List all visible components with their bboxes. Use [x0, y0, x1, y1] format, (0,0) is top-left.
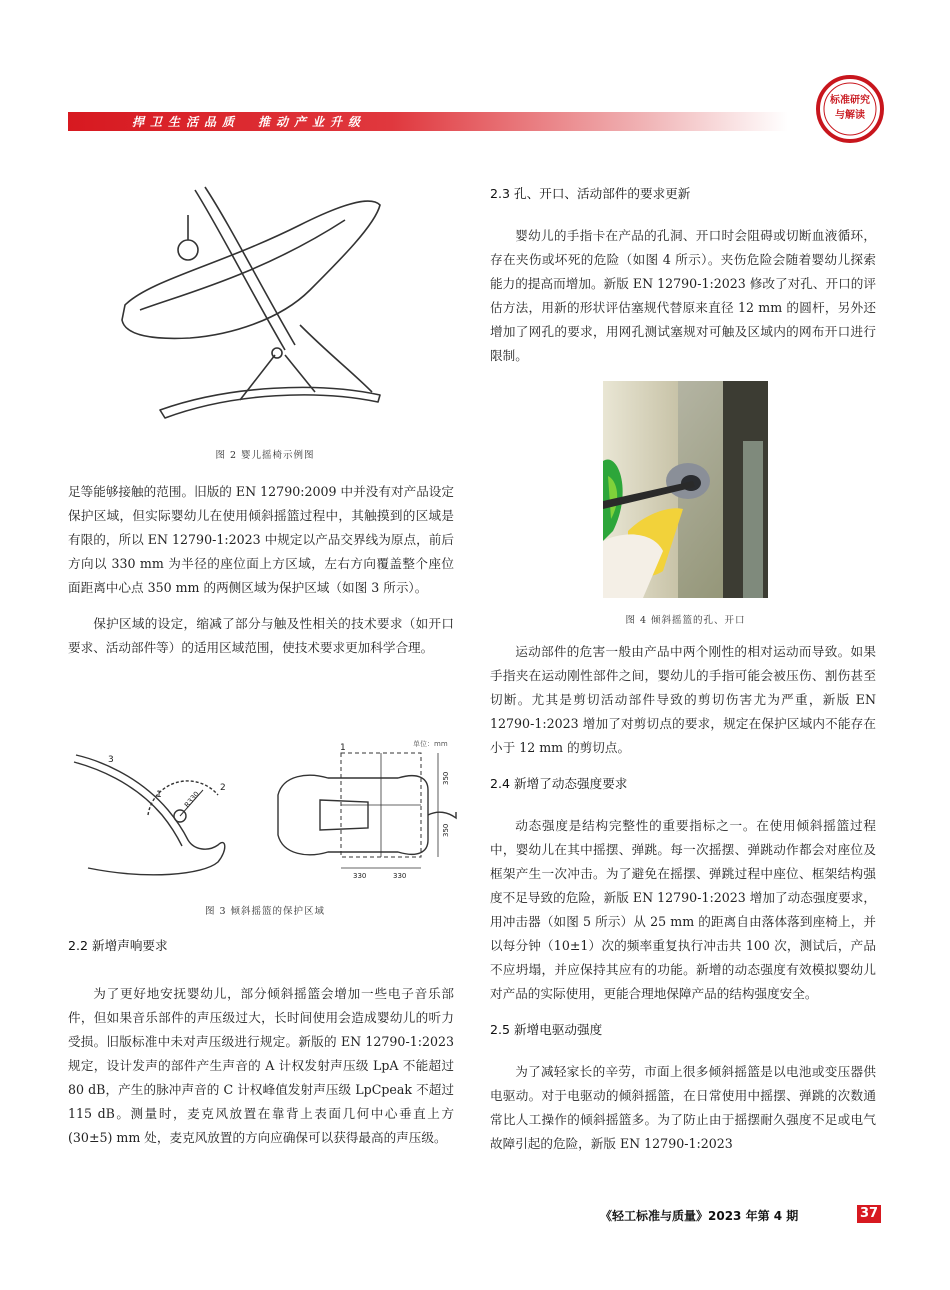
fig3-label-2: 2 [220, 783, 226, 793]
fig3-label-3: 3 [108, 755, 114, 765]
figure-4-photo [603, 381, 768, 598]
figure-4-caption: 图 4 倾斜摇篮的孔、开口 [625, 615, 746, 626]
heading-2-4: 2.4 新增了动态强度要求 [490, 776, 628, 791]
seal-line-1: 标准研究 [830, 95, 870, 106]
heading-2-5: 2.5 新增电驱动强度 [490, 1022, 603, 1037]
right-paragraph-3: 动态强度是结构完整性的重要指标之一。在使用倾斜摇篮过程中，婴幼儿在其中摇摆、弹跳。每一次摇摆、弹跳动作都会对座位及框架产生一次冲击。为了避免在摇摆、弹跳过程中座位、框架结构强度不足导致的危险，新版 EN 12790-1:2023 增加了动态强度要求，用冲击器（如图 5 所示）从 25 mm 的距离自由落体落到座椅上，并以每分钟（10±1）次的频率重复执行冲击共 100 次，测试后，产品不应坍塌，并应保持其应有的功能。新增的动态强度有效模拟婴幼儿对产品的实际使用，更能合理地保障产品的结构强度安全。 [490, 818, 876, 1001]
heading-2-3: 2.3 孔、开口、活动部件的要求更新 [490, 186, 691, 201]
figure-2-caption: 图 2 婴儿摇椅示例图 [215, 450, 315, 461]
fig3-dim-350-lower: 350 [442, 823, 450, 837]
right-column-top [490, 182, 876, 368]
banner-slogan: 捍卫生活品质 推动产业升级 [132, 115, 367, 129]
right-paragraph-2: 运动部件的危害一般由产品中两个刚性的相对运动而导致。如果手指夹在运动刚性部件之间，婴幼儿的手指可能会被压伤、割伤甚至切断。尤其是剪切活动部件导致的剪切伤害尤为严重，新版 EN 12790-1:2023 增加了对剪切点的要求，规定在保护区域内不能存在小于 12 mm 的剪切点。 [490, 644, 876, 755]
figure-2-rocker-illustration [110, 170, 410, 430]
fig3-unit-label: 单位：mm [413, 740, 448, 748]
page-number: 37 [857, 1205, 881, 1223]
fig3-dim-350-upper: 350 [442, 771, 450, 785]
fig3-dim-330-right: 330 [393, 872, 407, 880]
figure-3-protection-zone [68, 740, 460, 895]
left-paragraph-1: 足等能够接触的范围。旧版的 EN 12790:2009 中并没有对产品设定保护区域，但实际婴幼儿在使用倾斜摇篮过程中，其触摸到的区域是有限的，所以 EN 12790-1:2023 中规定以产品交界线为原点，前后方向以 330 mm 为半径的座位面上方区域，左右方向覆盖整个座位面距离中心点 350 mm 的两侧区域为保护区域（如图 3 所示）。 [68, 484, 454, 595]
fig3-top-label-1: 1 [340, 743, 346, 753]
seal-line-2: 与解读 [835, 110, 865, 121]
right-paragraph-4: 为了减轻家长的辛劳，市面上很多倾斜摇篮是以电池或变压器供电驱动。对于电驱动的倾斜摇篮，在日常使用中摇摆、弹跳的次数通常比人工操作的倾斜摇篮多。为了防止由于摇摆耐久强度不足或电气故障引起的危险，新版 EN 12790-1:2023 [490, 1064, 876, 1151]
right-column-bottom [490, 640, 876, 1156]
fig3-label-1: 1 [156, 790, 162, 800]
figure-3-caption: 图 3 倾斜摇篮的保护区域 [204, 906, 326, 917]
left-paragraph-3: 为了更好地安抚婴幼儿，部分倾斜摇篮会增加一些电子音乐部件，但如果音乐部件的声压级过大，长时间使用会造成婴幼儿的听力受损。旧版标准中未对声压级进行规定。新版的 EN 12790-1:2023 规定，设计发声的部件产生声音的 A 计权发射声压级 LpA 不能超过 80 dB，产生的脉冲声音的 C 计权峰值发射声压级 LpCpeak 不超过 115 dB。测量时，麦克风放置在靠背上表面几何中心垂直上方 (30±5) mm 处，麦克风放置的方向应确保可以获得最高的声压级。 [68, 986, 454, 1145]
heading-2-2: 2.2 新增声响要求 [68, 938, 168, 953]
right-paragraph-1: 婴幼儿的手指卡在产品的孔洞、开口时会阻碍或切断血液循环，存在夹伤或坏死的危险（如图 4 所示）。夹伤危险会随着婴幼儿探索能力的提高而增加。新版 EN 12790-1:2023 修改了对孔、开口的评估方法，用新的形状评估塞规代替原来直径 12 mm 的圆杆，另外还增加了网孔的要求，用网孔测试塞规对可触及区域内的网布开口进行限制。 [490, 228, 876, 363]
left-column-2-2 [68, 934, 454, 1150]
journal-footer: 《轻工标准与质量》2023 年第 4 期 [600, 1209, 799, 1223]
fig3-radius-label: R330 [183, 790, 201, 810]
left-paragraph-2: 保护区域的设定，缩减了部分与触及性相关的技术要求（如开口要求、活动部件等）的适用区域范围，使技术要求更加科学合理。 [68, 616, 454, 655]
fig3-dim-330-left: 330 [353, 872, 367, 880]
left-column [68, 480, 454, 660]
